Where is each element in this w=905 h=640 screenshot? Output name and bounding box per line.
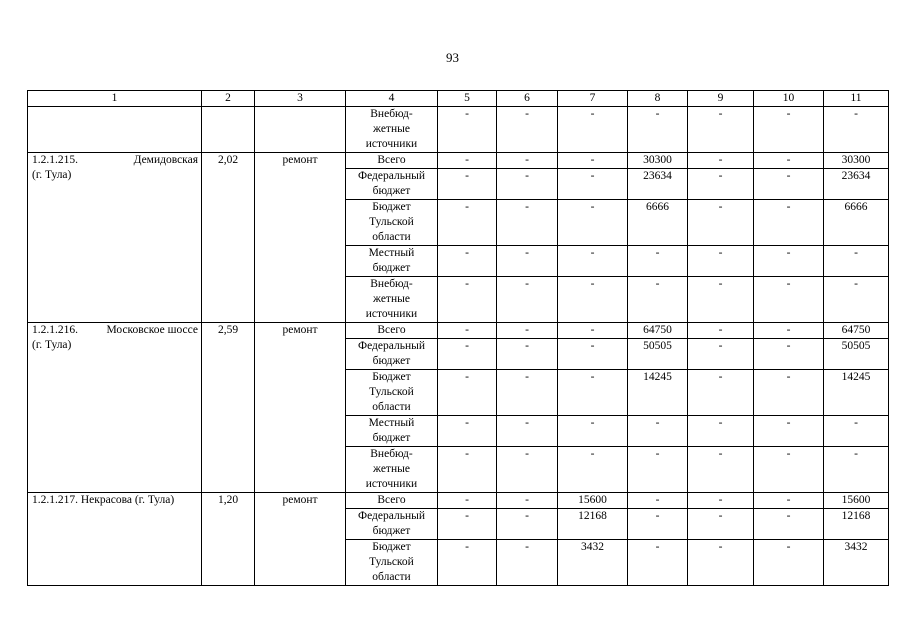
page-number: 93 — [446, 50, 459, 65]
value-cell: - — [688, 277, 754, 323]
funding-source-line: Тульской — [369, 216, 414, 228]
value-cell: - — [688, 416, 754, 447]
funding-source-cell — [346, 339, 438, 370]
work-type-cell: ремонт — [255, 323, 346, 493]
object-name-line — [32, 168, 198, 183]
value-cell: 12168 — [558, 509, 628, 540]
funding-source-line: Федеральный — [358, 510, 425, 522]
value-cell: - — [497, 540, 558, 586]
object-name-line — [32, 323, 198, 338]
value-cell: 14245 — [824, 370, 889, 416]
value-cell: 3432 — [824, 540, 889, 586]
value-cell: - — [688, 540, 754, 586]
funding-source-line: бюджет — [372, 355, 411, 367]
funding-source-line: Внебюд- — [370, 278, 413, 290]
object-name-line — [32, 493, 198, 508]
value-cell: 30300 — [628, 153, 688, 169]
funding-source-cell — [346, 200, 438, 246]
value-cell: - — [754, 323, 824, 339]
value-cell: - — [754, 370, 824, 416]
object-title: 1.2.1.217. Некрасова (г. Тула) — [32, 494, 175, 506]
value-cell: - — [438, 416, 497, 447]
funding-source-line: Местный — [368, 417, 415, 429]
object-name-cell — [28, 153, 202, 323]
value-cell: - — [688, 153, 754, 169]
length-cell — [202, 107, 255, 153]
header-cell: 10 — [754, 91, 824, 107]
table-row — [28, 493, 889, 509]
funding-source-line: Местный — [368, 247, 415, 259]
value-cell: - — [438, 169, 497, 200]
value-cell: 23634 — [824, 169, 889, 200]
funding-source-line: Федеральный — [358, 340, 425, 352]
length-cell: 2,59 — [202, 323, 255, 493]
object-code: 1.2.1.215. — [32, 154, 78, 166]
funding-source-cell — [346, 323, 438, 339]
value-cell: 50505 — [628, 339, 688, 370]
value-cell: - — [558, 447, 628, 493]
value-cell: 50505 — [824, 339, 889, 370]
funding-source-line: источники — [365, 478, 418, 490]
funding-source-cell — [346, 509, 438, 540]
value-cell: - — [754, 107, 824, 153]
value-cell: - — [824, 416, 889, 447]
value-cell: 3432 — [558, 540, 628, 586]
funding-source-line: Всего — [377, 324, 406, 336]
value-cell: - — [497, 416, 558, 447]
value-cell: - — [558, 200, 628, 246]
funding-source-line: Тульской — [369, 386, 414, 398]
value-cell: 6666 — [824, 200, 889, 246]
funding-source-line: бюджет — [372, 262, 411, 274]
object-name-line — [32, 338, 198, 353]
funding-source-line: бюджет — [372, 185, 411, 197]
funding-source-cell — [346, 169, 438, 200]
object-city: (г. Тула) — [32, 169, 72, 181]
value-cell: 30300 — [824, 153, 889, 169]
value-cell: - — [497, 246, 558, 277]
value-cell: - — [438, 153, 497, 169]
funding-source-line: Бюджет — [372, 371, 411, 383]
object-name-cell — [28, 323, 202, 493]
value-cell: - — [558, 339, 628, 370]
value-cell: - — [628, 509, 688, 540]
value-cell: - — [754, 277, 824, 323]
value-cell: - — [438, 323, 497, 339]
object-street: Московское шоссе — [106, 324, 198, 336]
header-cell: 3 — [255, 91, 346, 107]
funding-source-line: источники — [365, 308, 418, 320]
funding-source-line: области — [372, 401, 411, 413]
value-cell: - — [497, 153, 558, 169]
value-cell: - — [754, 447, 824, 493]
funding-source-cell — [346, 107, 438, 153]
value-cell: - — [628, 493, 688, 509]
value-cell: - — [558, 246, 628, 277]
value-cell: - — [438, 246, 497, 277]
value-cell: 15600 — [824, 493, 889, 509]
value-cell: - — [497, 277, 558, 323]
header-cell: 6 — [497, 91, 558, 107]
value-cell: - — [824, 277, 889, 323]
funding-source-line: Бюджет — [372, 541, 411, 553]
value-cell: - — [628, 416, 688, 447]
value-cell: - — [688, 447, 754, 493]
value-cell: - — [754, 416, 824, 447]
value-cell: - — [754, 246, 824, 277]
value-cell: - — [824, 246, 889, 277]
value-cell: - — [628, 447, 688, 493]
funding-source-line: Федеральный — [358, 170, 425, 182]
value-cell: - — [628, 277, 688, 323]
value-cell: - — [688, 509, 754, 540]
value-cell: - — [754, 200, 824, 246]
value-cell: - — [497, 339, 558, 370]
funding-source-line: жетные — [373, 293, 410, 305]
value-cell: - — [438, 509, 497, 540]
funding-source-line: Всего — [377, 154, 406, 166]
funding-source-line: Внебюд- — [370, 448, 413, 460]
funding-source-line: области — [372, 571, 411, 583]
value-cell: - — [558, 153, 628, 169]
header-cell: 1 — [28, 91, 202, 107]
value-cell: 23634 — [628, 169, 688, 200]
value-cell: 15600 — [558, 493, 628, 509]
length-cell: 1,20 — [202, 493, 255, 586]
value-cell: - — [558, 323, 628, 339]
work-type-cell: ремонт — [255, 153, 346, 323]
value-cell: - — [438, 107, 497, 153]
funding-source-line: жетные — [373, 463, 410, 475]
value-cell: - — [497, 323, 558, 339]
funding-source-line: Бюджет — [372, 201, 411, 213]
funding-source-cell — [346, 540, 438, 586]
funding-source-cell — [346, 416, 438, 447]
value-cell: - — [497, 169, 558, 200]
work-type-cell — [255, 107, 346, 153]
value-cell: - — [688, 370, 754, 416]
value-cell: - — [754, 153, 824, 169]
value-cell: - — [558, 416, 628, 447]
header-cell: 11 — [824, 91, 889, 107]
funding-source-line: бюджет — [372, 432, 411, 444]
funding-source-cell — [346, 153, 438, 169]
budget-table — [27, 90, 889, 586]
header-row — [28, 91, 889, 107]
funding-source-cell — [346, 447, 438, 493]
value-cell: - — [497, 370, 558, 416]
funding-source-cell — [346, 277, 438, 323]
value-cell: - — [438, 493, 497, 509]
funding-source-cell — [346, 370, 438, 416]
value-cell: - — [754, 540, 824, 586]
funding-source-cell — [346, 493, 438, 509]
value-cell: - — [497, 447, 558, 493]
value-cell: - — [438, 200, 497, 246]
funding-source-line: Внебюд- — [370, 108, 413, 120]
funding-source-line: области — [372, 231, 411, 243]
value-cell: - — [754, 169, 824, 200]
funding-source-line: жетные — [373, 123, 410, 135]
header-cell: 4 — [346, 91, 438, 107]
funding-source-cell — [346, 246, 438, 277]
value-cell: - — [438, 277, 497, 323]
value-cell: - — [754, 339, 824, 370]
object-street: Демидовская — [133, 154, 198, 166]
value-cell: 6666 — [628, 200, 688, 246]
value-cell: 64750 — [628, 323, 688, 339]
value-cell: 12168 — [824, 509, 889, 540]
value-cell: 64750 — [824, 323, 889, 339]
value-cell: - — [438, 339, 497, 370]
object-city: (г. Тула) — [32, 339, 72, 351]
length-cell: 2,02 — [202, 153, 255, 323]
value-cell: - — [497, 493, 558, 509]
funding-source-line: бюджет — [372, 525, 411, 537]
value-cell: - — [628, 246, 688, 277]
value-cell: - — [438, 447, 497, 493]
value-cell: - — [497, 107, 558, 153]
value-cell: - — [497, 200, 558, 246]
header-cell: 8 — [628, 91, 688, 107]
value-cell: 14245 — [628, 370, 688, 416]
work-type-cell: ремонт — [255, 493, 346, 586]
funding-source-line: Тульской — [369, 556, 414, 568]
object-name-cell — [28, 107, 202, 153]
value-cell: - — [438, 540, 497, 586]
value-cell: - — [438, 370, 497, 416]
object-code: 1.2.1.216. — [32, 324, 78, 336]
object-name-line — [32, 153, 198, 168]
table-row — [28, 323, 889, 339]
object-name-cell — [28, 493, 202, 586]
header-cell: 9 — [688, 91, 754, 107]
value-cell: - — [497, 509, 558, 540]
value-cell: - — [754, 509, 824, 540]
header-cell: 7 — [558, 91, 628, 107]
value-cell: - — [558, 370, 628, 416]
value-cell: - — [628, 107, 688, 153]
value-cell: - — [628, 540, 688, 586]
value-cell: - — [688, 339, 754, 370]
value-cell: - — [688, 323, 754, 339]
header-cell: 5 — [438, 91, 497, 107]
value-cell: - — [754, 493, 824, 509]
value-cell: - — [688, 107, 754, 153]
table-row — [28, 153, 889, 169]
funding-source-line: источники — [365, 138, 418, 150]
continuation-row — [28, 107, 889, 153]
value-cell: - — [688, 493, 754, 509]
value-cell: - — [688, 246, 754, 277]
value-cell: - — [558, 107, 628, 153]
value-cell: - — [824, 447, 889, 493]
header-cell: 2 — [202, 91, 255, 107]
funding-source-line: Всего — [377, 494, 406, 506]
value-cell: - — [558, 169, 628, 200]
value-cell: - — [688, 169, 754, 200]
value-cell: - — [824, 107, 889, 153]
value-cell: - — [688, 200, 754, 246]
value-cell: - — [558, 277, 628, 323]
